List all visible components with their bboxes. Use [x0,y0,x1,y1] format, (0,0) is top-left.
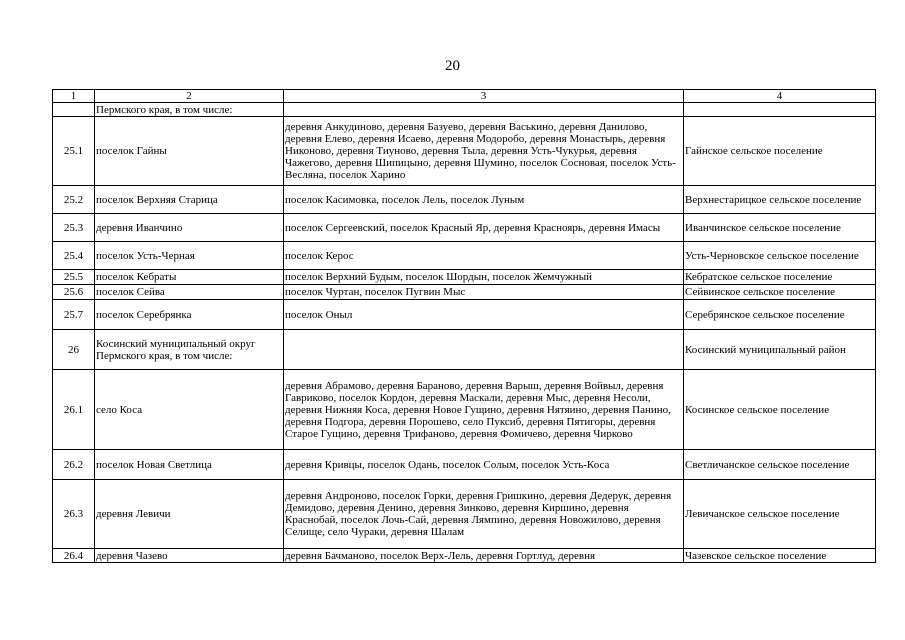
header-cell: 1 [53,90,95,103]
table-header-row [53,90,876,103]
row-number: 25.4 [53,242,95,270]
settlement-name: деревня Чазево [95,549,284,563]
municipality-name: Левичанское сельское поселение [684,480,876,549]
table-row [53,214,876,242]
settlement-name: село Коса [95,370,284,450]
table-row [53,103,876,117]
row-number: 26 [53,330,95,370]
header-cell: 2 [95,90,284,103]
included-settlements: поселок Керос [284,242,684,270]
municipality-name: Сейвинское сельское поселение [684,285,876,300]
row-number: 25.6 [53,285,95,300]
settlement-name: поселок Гайны [95,117,284,186]
page-number: 20 [445,58,460,74]
table-row [53,300,876,330]
included-settlements [284,330,684,370]
municipality-name: Косинский муниципальный район [684,330,876,370]
included-settlements: деревня Абрамово, деревня Бараново, деревня Варыш, деревня Войвыл, деревня Гавриково, поселок Кордон, деревня Маскали, деревня Мыс, деревня Несоли, деревня Нижняя Коса, деревня Новое Гущино, деревня Нятяино, деревня Панино, деревня Подгора, деревня Порошево, село Пуксиб, деревня Пятигоры, деревня Старое Гущино, деревня Трифаново, деревня Фомичево, деревня Чирково [284,370,684,450]
included-settlements [284,103,684,117]
header-cell: 3 [284,90,684,103]
settlement-name: Косинский муниципальный округ Пермского края, в том числе: [95,330,284,370]
settlements-table [52,89,876,563]
settlement-name: поселок Верхняя Старица [95,186,284,214]
header-cell: 4 [684,90,876,103]
table-row [53,117,876,186]
table-row [53,370,876,450]
row-number: 26.3 [53,480,95,549]
row-number: 25.1 [53,117,95,186]
row-number: 25.7 [53,300,95,330]
included-settlements: поселок Касимовка, поселок Лель, поселок Луным [284,186,684,214]
table-row [53,270,876,285]
settlement-name: поселок Сейва [95,285,284,300]
settlement-name: поселок Кебраты [95,270,284,285]
municipality-name: Косинское сельское поселение [684,370,876,450]
table-row [53,450,876,480]
settlement-name: Пермского края, в том числе: [95,103,284,117]
table-row [53,480,876,549]
municipality-name: Иванчинское сельское поселение [684,214,876,242]
settlement-name: деревня Иванчино [95,214,284,242]
municipality-name: Чазевское сельское поселение [684,549,876,563]
municipality-name: Светличанское сельское поселение [684,450,876,480]
table-row [53,285,876,300]
included-settlements: поселок Сергеевский, поселок Красный Яр, деревня Красноярь, деревня Имасы [284,214,684,242]
municipality-name: Гайнское сельское поселение [684,117,876,186]
row-number [53,103,95,117]
table-row [53,549,876,563]
row-number: 25.2 [53,186,95,214]
included-settlements: деревня Бачманово, поселок Верх-Лель, деревня Гортлуд, деревня [284,549,684,563]
table-row [53,242,876,270]
table-row [53,186,876,214]
table-row [53,330,876,370]
included-settlements: поселок Чуртан, поселок Пугвин Мыс [284,285,684,300]
row-number: 25.5 [53,270,95,285]
settlement-name: поселок Серебрянка [95,300,284,330]
included-settlements: деревня Андроново, поселок Горки, деревня Гришкино, деревня Дедерук, деревня Демидово, деревня Денино, деревня Зинково, деревня Киршино, деревня Краснобай, поселок Лочь-Сай, деревня Лямпино, деревня Новожилово, деревня Селище, село Чураки, деревня Шалам [284,480,684,549]
municipality-name: Серебрянское сельское поселение [684,300,876,330]
municipality-name: Кебратское сельское поселение [684,270,876,285]
row-number: 26.1 [53,370,95,450]
municipality-name [684,103,876,117]
included-settlements: поселок Верхний Будым, поселок Шордын, поселок Жемчужный [284,270,684,285]
row-number: 26.4 [53,549,95,563]
row-number: 25.3 [53,214,95,242]
municipality-name: Верхнестарицкое сельское поселение [684,186,876,214]
settlement-name: поселок Усть-Черная [95,242,284,270]
included-settlements: поселок Оныл [284,300,684,330]
row-number: 26.2 [53,450,95,480]
included-settlements: деревня Кривцы, поселок Одань, поселок Солым, поселок Усть-Коса [284,450,684,480]
included-settlements: деревня Анкудиново, деревня Базуево, деревня Васькино, деревня Данилово, деревня Елево, деревня Исаево, деревня Модоробо, деревня Монастырь, деревня Никоново, деревня Тиуново, деревня Тыла, деревня Усть-Чукурья, деревня Чажегово, деревня Шипицыно, деревня Шумино, поселок Сосновая, поселок Усть-Весляна, поселок Харино [284,117,684,186]
settlement-name: поселок Новая Светлица [95,450,284,480]
settlement-name: деревня Левичи [95,480,284,549]
municipality-name: Усть-Черновское сельское поселение [684,242,876,270]
